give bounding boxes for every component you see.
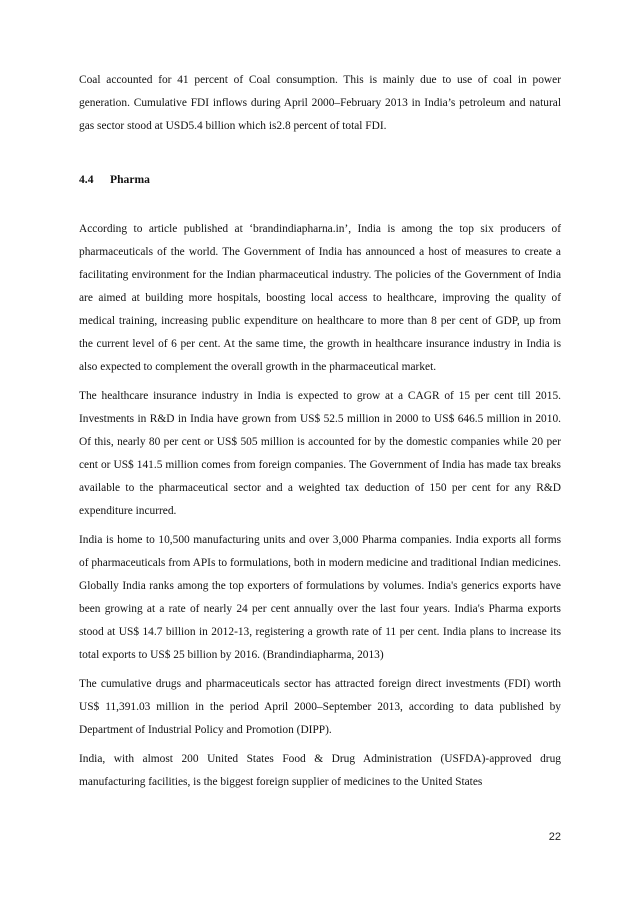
page-body xyxy=(79,69,561,794)
section-title: Pharma xyxy=(110,173,150,186)
paragraph-pharma-overview: According to article published at ‘brandindiapharna.in’, India is among the top six producers of pharmaceuticals of the world. The Government of India has announced a host of measures to create a facilitating environment for the Indian pharmaceutical industry. The policies of the Government of India are aimed at building more hospitals, boosting local access to healthcare, improving the quality of medical training, increasing public expenditure on healthcare to more than 8 per cent of GDP, up from the current level of 6 per cent. At the same time, the growth in healthcare insurance industry in India is also expected to complement the overall growth in the pharmaceutical market. xyxy=(79,223,561,373)
section-number: 4.4 xyxy=(79,173,94,186)
paragraph-manufacturing-exports: India is home to 10,500 manufacturing units and over 3,000 Pharma companies. India exports all forms of pharmaceuticals from APIs to formulations, both in modern medicine and traditional Indian medicines. Globally India ranks among the top exporters of formulations by volumes. India's generics exports have been growing at a rate of nearly 24 per cent annually over the last four years. India's Pharma exports stood at US$ 14.7 billion in 2012-13, registering a growth rate of 11 per cent. India plans to increase its total exports to US$ 25 billion by 2016. (Brandindiapharma, 2013) xyxy=(79,534,561,661)
section-heading xyxy=(79,168,561,191)
page-number: 22 xyxy=(548,831,561,843)
intro-paragraph: Coal accounted for 41 percent of Coal consumption. This is mainly due to use of coal in power generation. Cumulative FDI inflows during April 2000–February 2013 in India’s petroleum and natural gas sector stood at USD5.4 billion which is2.8 percent of total FDI. xyxy=(79,74,561,132)
paragraph-healthcare-insurance: The healthcare insurance industry in India is expected to grow at a CAGR of 15 per cent till 2015. Investments in R&D in India have grown from US$ 52.5 million in 2000 to US$ 646.5 million in 2010. Of this, nearly 80 per cent or US$ 505 million is accounted for by the domestic companies while 20 per cent or US$ 141.5 million comes from foreign companies. The Government of India has made tax breaks available to the pharmaceutical sector and a weighted tax deduction of 150 per cent for any R&D expenditure incurred. xyxy=(79,390,561,517)
paragraph-usfda: India, with almost 200 United States Food & Drug Administration (USFDA)-approved drug manufacturing facilities, is the biggest foreign supplier of medicines to the United States xyxy=(79,753,561,788)
paragraph-fdi: The cumulative drugs and pharmaceuticals sector has attracted foreign direct investments (FDI) worth US$ 11,391.03 million in the period April 2000–September 2013, according to data published by Department of Industrial Policy and Promotion (DIPP). xyxy=(79,678,561,736)
